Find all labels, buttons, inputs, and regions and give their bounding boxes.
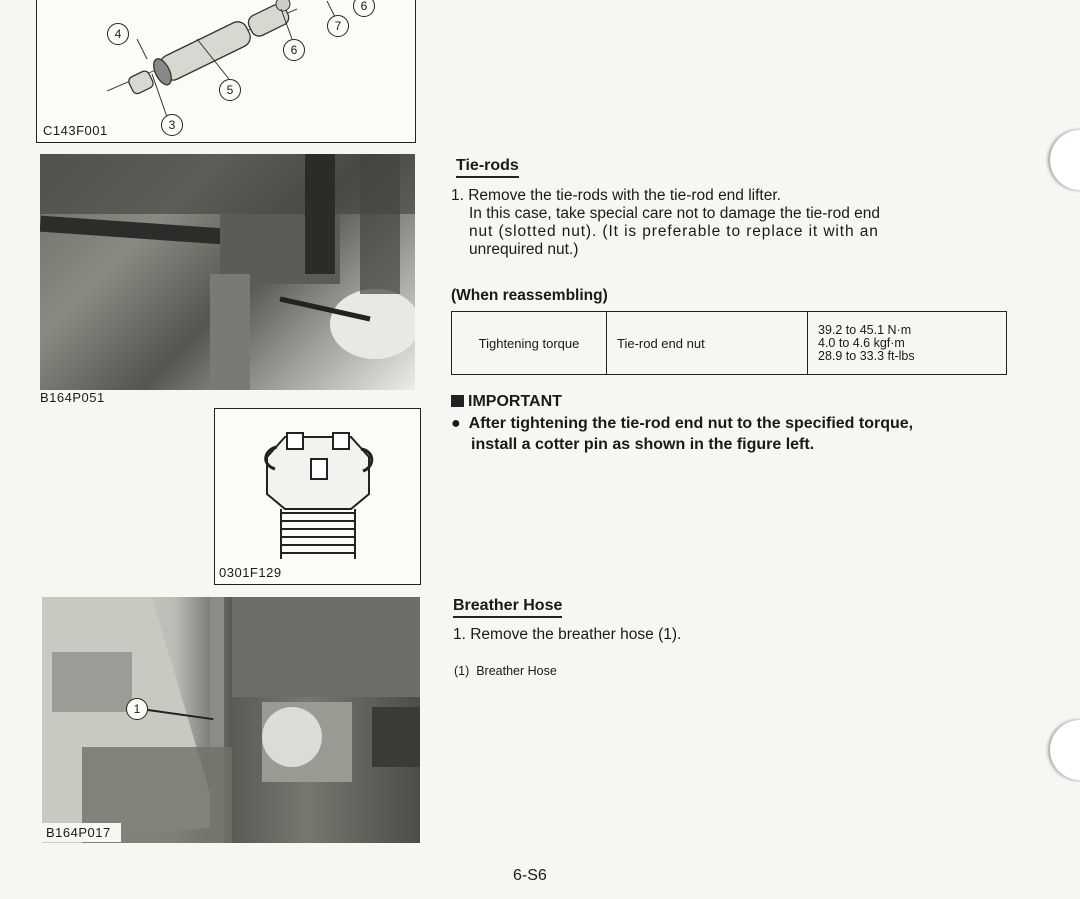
bullet-icon: ● <box>451 415 461 432</box>
nut-diagram-figure <box>214 408 421 585</box>
breather-hose-step-1: 1. Remove the breather hose (1). <box>453 626 682 643</box>
binder-hole-bottom <box>1050 720 1080 780</box>
torque-table <box>451 311 1007 375</box>
breather-hose-photo <box>42 597 420 843</box>
callout-3: 3 <box>161 114 183 136</box>
tie-rod-photo-shapes <box>40 154 415 390</box>
reassembling-heading: (When reassembling) <box>451 287 608 304</box>
torque-values-cell <box>808 312 1007 375</box>
binder-hole-top <box>1050 130 1080 190</box>
tie-rods-heading: Tie-rods <box>456 157 519 178</box>
square-bullet-icon <box>451 395 464 407</box>
tie-rods-step-1-line-3: nut (slotted nut). (It is preferable to replace it with an <box>469 223 879 240</box>
shaft-assembly-drawing <box>37 0 415 142</box>
slotted-nut-drawing <box>215 409 420 584</box>
top-diagram-figure <box>36 0 416 143</box>
callout-5: 5 <box>219 79 241 101</box>
figure-caption: C143F001 <box>43 123 108 138</box>
nut-diagram-caption: 0301F129 <box>219 565 282 580</box>
torque-value-ftlbs: 28.9 to 33.3 ft-lbs <box>818 348 915 363</box>
tie-rods-step-1-line-2: In this case, take special care not to damage the tie-rod end <box>469 205 880 222</box>
important-label: IMPORTANT <box>468 393 562 410</box>
important-note-line-2: install a cotter pin as shown in the figure left. <box>471 436 815 453</box>
torque-label-cell: Tightening torque <box>452 312 607 375</box>
torque-value-nm: 39.2 to 45.1 N·m <box>818 322 912 337</box>
page-number: 6-S6 <box>513 867 547 884</box>
breather-photo-caption: B164P017 <box>42 823 121 842</box>
important-heading <box>451 393 562 411</box>
callout-4: 4 <box>107 23 129 45</box>
part-name-cell: Tie-rod end nut <box>607 312 808 375</box>
breather-hose-heading: Breather Hose <box>453 597 562 618</box>
breather-hose-legend: (1) Breather Hose <box>454 664 557 678</box>
important-note-line-1: ● After tightening the tie-rod end nut to the specified torque, <box>451 415 914 432</box>
callout-6b: 6 <box>353 0 375 17</box>
tie-rod-photo <box>40 154 415 390</box>
tie-rods-step-1-line-1: 1. Remove the tie-rods with the tie-rod end lifter. <box>451 187 781 204</box>
callout-7: 7 <box>327 15 349 37</box>
table-row <box>452 312 1007 375</box>
tie-rod-photo-caption: B164P051 <box>40 390 105 405</box>
torque-value-kgfm: 4.0 to 4.6 kgf·m <box>818 335 905 350</box>
callout-6a: 6 <box>283 39 305 61</box>
callout-1: 1 <box>126 698 148 720</box>
tie-rods-step-1-line-4: unrequired nut.) <box>469 241 579 258</box>
breather-hose-photo-shapes <box>42 597 420 843</box>
